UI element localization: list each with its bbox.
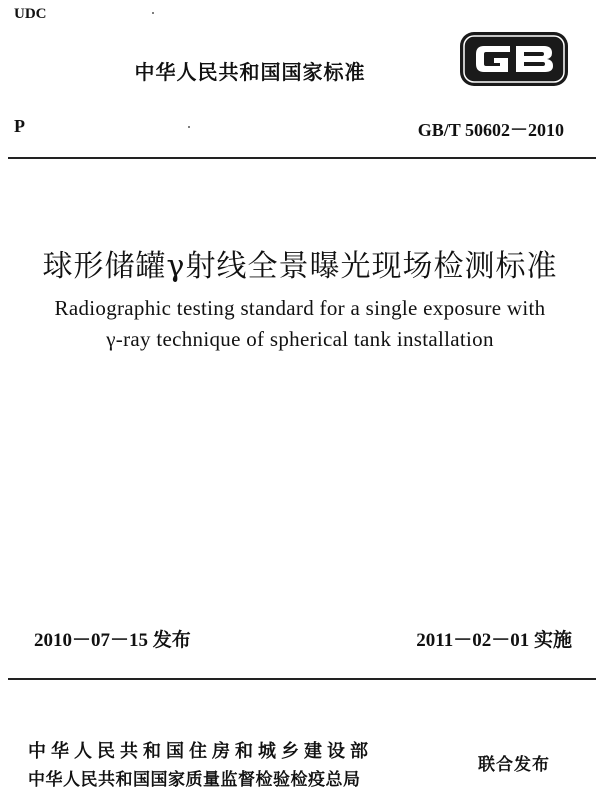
footer-divider [8, 678, 596, 680]
implementation-date: 2011－02－01 实施 [416, 630, 572, 651]
scan-speck [152, 12, 154, 14]
scan-speck [188, 126, 190, 128]
issuer-aqsiq: 中华人民共和国国家质量监督检验检疫总局 [28, 770, 361, 790]
standard-number: GB/T 50602－2010 [417, 120, 564, 140]
national-standard-heading: 中华人民共和国国家标准 [134, 60, 366, 84]
english-title-line2: γ-ray technique of spherical tank installation [106, 327, 494, 351]
udc-label: UDC [14, 6, 47, 22]
gb-logo [458, 30, 570, 88]
chinese-title: 球形储罐γ射线全景曝光现场检测标准 [42, 249, 558, 284]
issue-date: 2010－07－15 发布 [34, 630, 191, 651]
joint-release-label: 联合发布 [478, 755, 550, 775]
header-divider [8, 157, 596, 159]
classification-code: P [14, 116, 25, 136]
english-title-line1: Radiographic testing standard for a single exposure with [54, 296, 546, 320]
issuer-ministry: 中华人民共和国住房和城乡建设部 [28, 741, 373, 762]
